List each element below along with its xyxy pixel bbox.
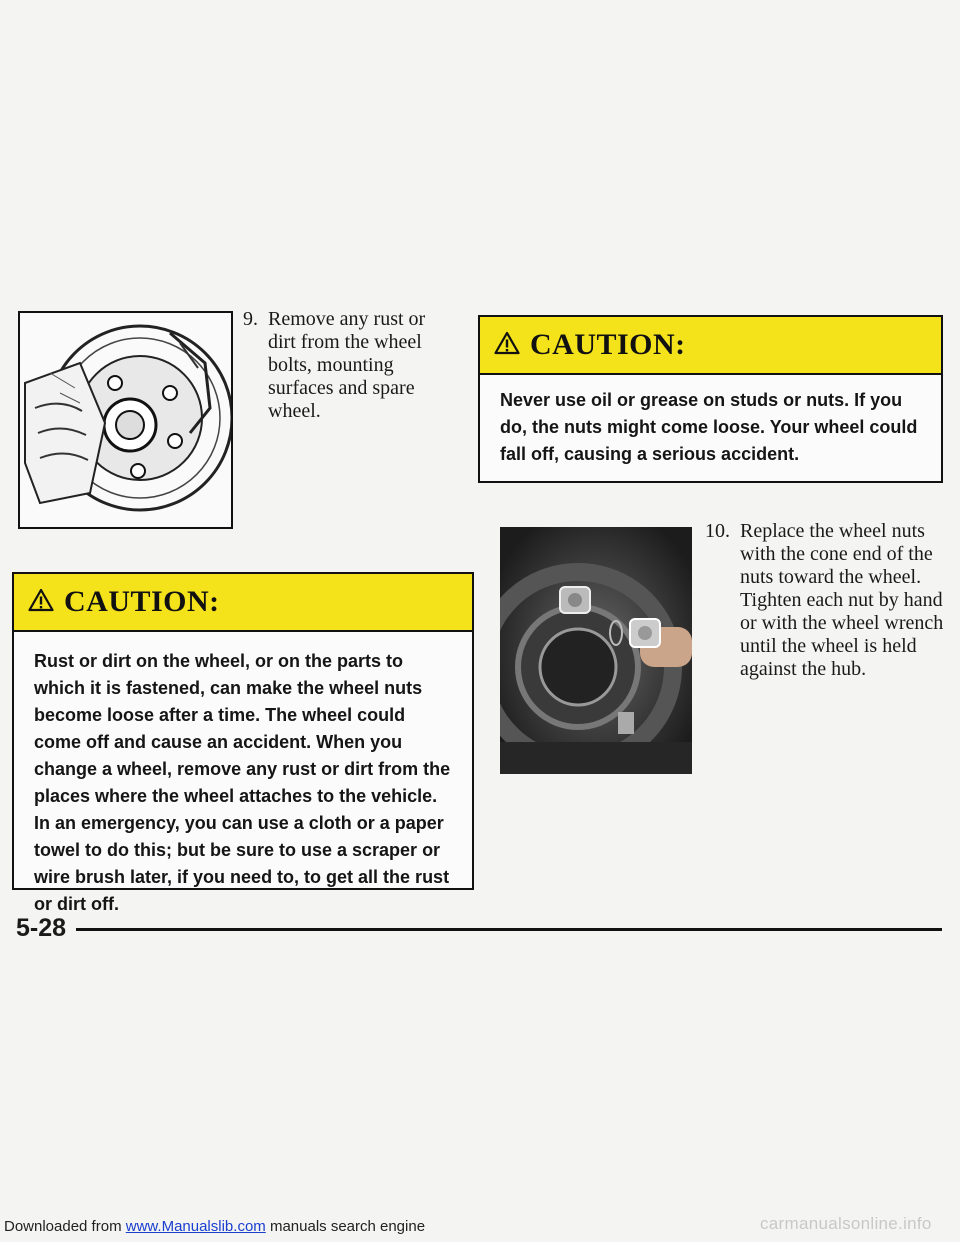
step-10 (705, 520, 955, 681)
caution-title: CAUTION: (64, 585, 220, 618)
manualslib-link[interactable]: www.Manualslib.com (125, 1218, 266, 1235)
step-text: Replace the wheel nuts with the cone end of the nuts toward the wheel. Tighten each nut by hand or with the wheel wrench until the wheel is held against the hub. (740, 520, 944, 680)
step-number: 9. (243, 308, 258, 330)
download-banner (4, 1218, 425, 1235)
caution-body: Never use oil or grease on studs or nuts. If you do, the nuts might come loose. Your wheel could fall off, causing a serious accident. (500, 390, 918, 464)
footer-rule (76, 928, 942, 931)
warning-triangle-icon (28, 588, 54, 617)
caution-title: CAUTION: (530, 328, 686, 361)
caution-header (480, 317, 941, 375)
step-9 (243, 308, 453, 423)
wheel-nut-installation-photo (500, 527, 692, 774)
step-number: 10. (705, 520, 730, 542)
step-text: Remove any rust or dirt from the wheel bolts, mounting surfaces and spare wheel. (268, 308, 426, 422)
caution-box-rust-dirt (12, 572, 474, 914)
caution-body: Rust or dirt on the wheel, or on the parts to which it is fastened, can make the wheel nuts become loose after a time. The wheel could come off and cause an accident. When you change a wheel, remove any rust or dirt from the places where the wheel attaches to the vehicle. In an emergency, you can use a cloth or a paper towel to do this; but be sure to use a scraper or wire brush later, if you need to, to get all the rust or dirt off. (34, 651, 451, 914)
wheel-hub-cleaning-illustration (18, 311, 233, 529)
download-prefix: Downloaded from (4, 1218, 126, 1235)
page-number: 5-28 (16, 914, 67, 942)
warning-triangle-icon (494, 331, 520, 360)
download-suffix: manuals search engine (265, 1218, 426, 1235)
caution-header (14, 574, 472, 632)
watermark: carmanualsonline.info (760, 1214, 932, 1233)
caution-box-oil-grease (478, 315, 943, 483)
